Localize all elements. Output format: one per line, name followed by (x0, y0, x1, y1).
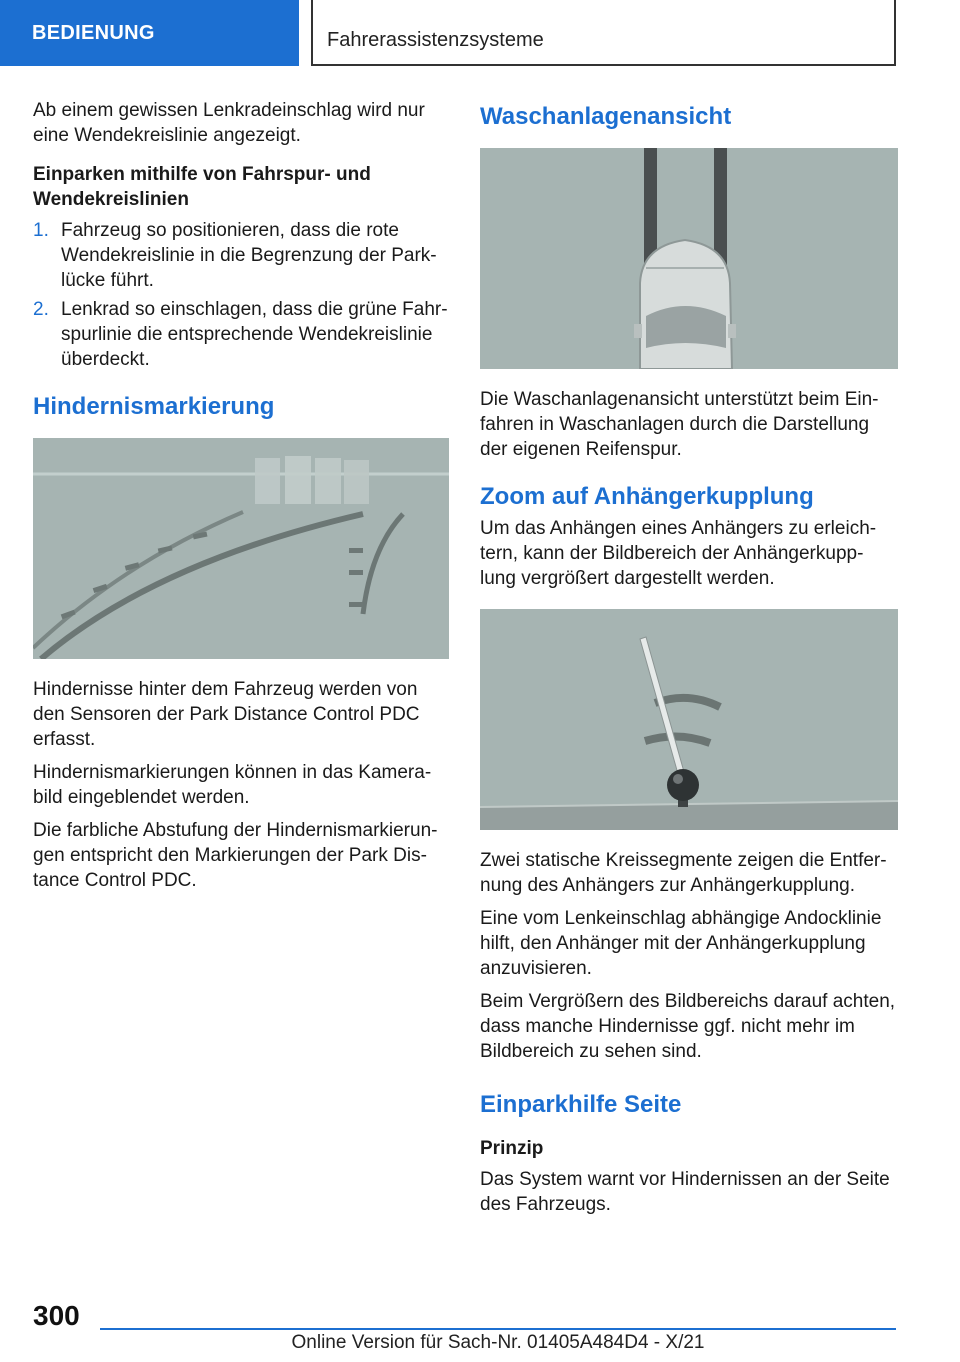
parking-subheading: Einparken mithilfe von Fahrspur- und Wendekreislinien (33, 164, 371, 210)
page-number: 300 (33, 1300, 80, 1331)
section-title: Fahrerassistenzsysteme (311, 0, 896, 66)
hitch-paragraph: Um das Anhängen eines Anhängers zu erleich‐tern, kann der Bildbereich der Anhängerkupp‐lung vergrößert dargestellt werden. (480, 518, 877, 589)
obstacle-heading: Hindernismarkierung (33, 393, 275, 420)
step-number: 2. (33, 299, 49, 320)
step-text: Fahrzeug so positionieren, dass die rote Wendekreislinie in die Begrenzung der Park‐lücke führt. (61, 220, 437, 291)
carwash-paragraph: Die Waschanlagenansicht unterstützt beim Ein‐fahren in Waschanlagen durch die Darstellung der eigenen Reifenspur. (480, 389, 879, 460)
step-item (33, 218, 449, 293)
side-assist-paragraph: Das System warnt vor Hindernissen an der Seite des Fahrzeugs. (480, 1169, 890, 1215)
chapter-tab: BEDIENUNG (0, 0, 299, 66)
carwash-heading: Waschanlagenansicht (480, 103, 732, 130)
hitch-detail-paragraph: Eine vom Lenkeinschlag abhängige Andocklinie hilft, den Anhänger mit der Anhängerkupplung anzuvisieren. (480, 908, 882, 979)
obstacle-marking-figure (33, 438, 449, 659)
obstacle-paragraph: Hindernisse hinter dem Fahrzeug werden von den Sensoren der Park Distance Control PDC erfasst. (33, 679, 420, 750)
carwash-view-figure (480, 148, 898, 369)
page-header (0, 0, 960, 66)
side-assist-heading: Einparkhilfe Seite (480, 1091, 682, 1118)
left-column (33, 98, 449, 901)
obstacle-paragraph: Hindernismarkierungen können in das Kamera‐bild eingeblendet werden. (33, 762, 432, 808)
intro-paragraph: Ab einem gewissen Lenkradeinschlag wird nur eine Wendekreislinie angezeigt. (33, 100, 425, 146)
step-number: 1. (33, 220, 49, 241)
step-item (33, 297, 449, 372)
footer-divider (100, 1328, 896, 1330)
hitch-heading: Zoom auf Anhängerkupplung (480, 483, 814, 510)
parking-steps (33, 218, 449, 372)
hitch-detail-paragraph: Zwei statische Kreissegmente zeigen die Entfer‐nung des Anhängers zur Anhängerkupplung. (480, 850, 887, 896)
hitch-zoom-figure (480, 609, 898, 830)
principle-subheading: Prinzip (480, 1138, 544, 1159)
footer-text: Online Version für Sach-Nr. 01405A484D4 - X/21 (291, 1332, 705, 1353)
obstacle-paragraph: Die farbliche Abstufung der Hindernismarkierun‐gen entspricht den Markierungen der Park Dis‐tance Control PDC. (33, 820, 438, 891)
hitch-detail-paragraph: Beim Vergrößern des Bildbereichs darauf achten, dass manche Hindernisse ggf. nicht mehr im Bildbereich zu sehen sind. (480, 991, 896, 1062)
right-column (480, 98, 898, 1225)
step-text: Lenkrad so einschlagen, dass die grüne Fahr‐spurlinie die entsprechende Wendekreislinie überdeckt. (61, 299, 448, 370)
